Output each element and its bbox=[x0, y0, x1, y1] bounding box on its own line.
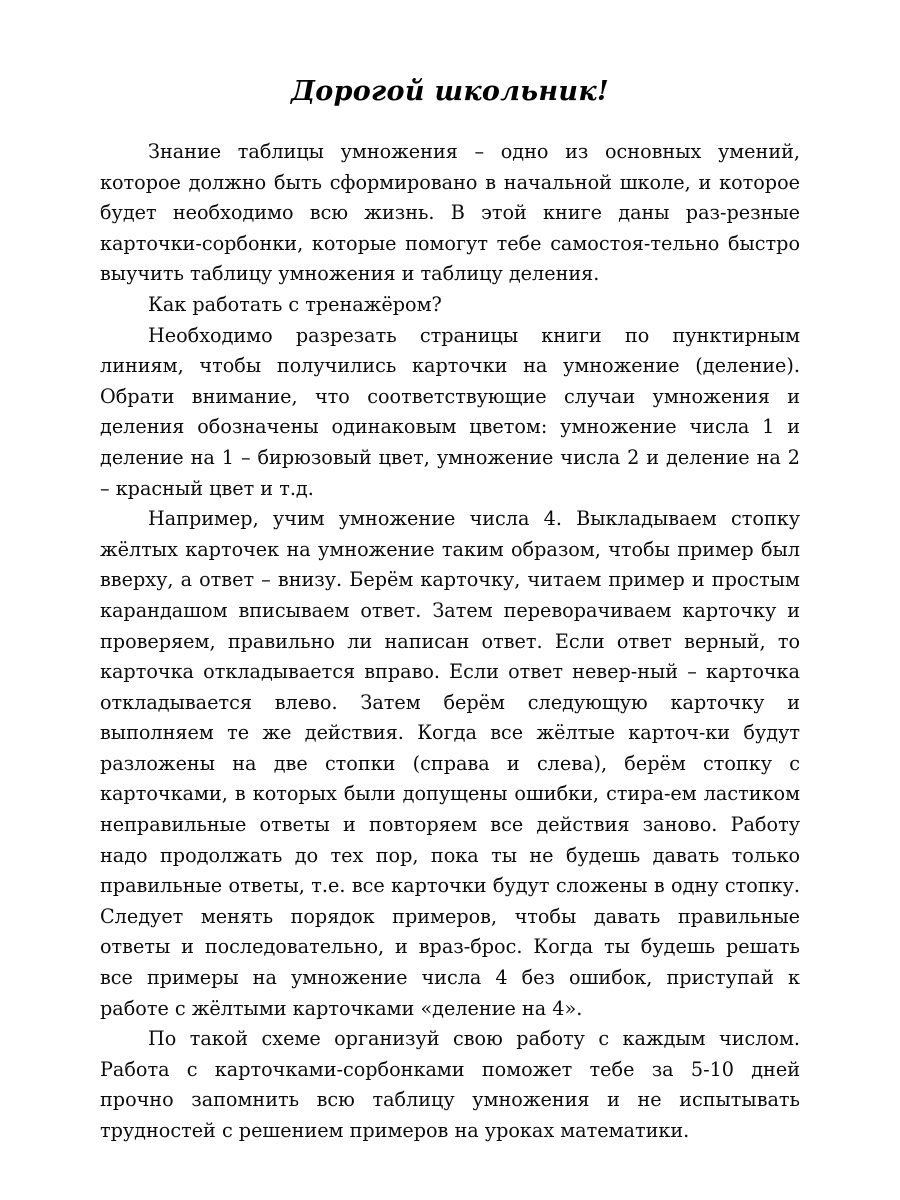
paragraph-conclusion: По такой схеме организуй свою работу с каждым числом. Работа с карточками-сорбонками поможет тебе за 5-10 дней прочно запомнить всю таблицу умножения и не испытывать трудностей с решением примеров на уроках математики. bbox=[100, 1027, 800, 1142]
paragraph-question: Как работать с тренажёром? bbox=[148, 292, 442, 316]
paragraph-example: Например, учим умножение числа 4. Выкладываем стопку жёлтых карточек на умножение таким образом, чтобы пример был вверху, а ответ – внизу. Берём карточку, читаем пример и простым карандашом вписываем ответ. Затем переворачиваем карточку и проверяем, правильно ли написан ответ. Если ответ верный, то карточка откладывается вправо. Если ответ невер-ный – карточка откладывается влево. Затем берём следующую карточку и выполняем те же действия. Когда все жёлтые карточ-ки будут разложены на две стопки (справа и слева), берём стопку с карточками, в которых были допущены ошибки, стира-ем ластиком неправильные ответы и повторяем все действия заново. Работу надо продолжать до тех пор, пока ты не будешь давать только правильные ответы, т.е. все карточки будут сложены в одну стопку. Следует менять порядок примеров, чтобы давать правильные ответы и последовательно, и враз-брос. Когда ты будешь решать все примеры на умножение числа 4 без ошибок, приступай к работе с жёлтыми карточками «деление на 4». bbox=[100, 507, 800, 1020]
document-body bbox=[100, 137, 800, 1147]
paragraph-instructions: Необходимо разрезать страницы книги по пунктирным линиям, чтобы получились карточки на умножение (деление). Обрати внимание, что соответствующие случаи умножения и деления обозначены одинаковым цветом: умножение числа 1 и деление на 1 – бирюзовый цвет, умножение числа 2 и деление на 2 – красный цвет и т.д. bbox=[100, 323, 800, 500]
paragraph-intro: Знание таблицы умножения – одно из основных умений, которое должно быть сформировано в начальной школе, и которое будет необходимо всю жизнь. В этой книге даны раз-резные карточки-сорбонки, которые помогут тебе самостоя-тельно быстро выучить таблицу умножения и таблицу деления. bbox=[100, 140, 800, 286]
page-title: Дорогой школьник! bbox=[290, 76, 610, 107]
